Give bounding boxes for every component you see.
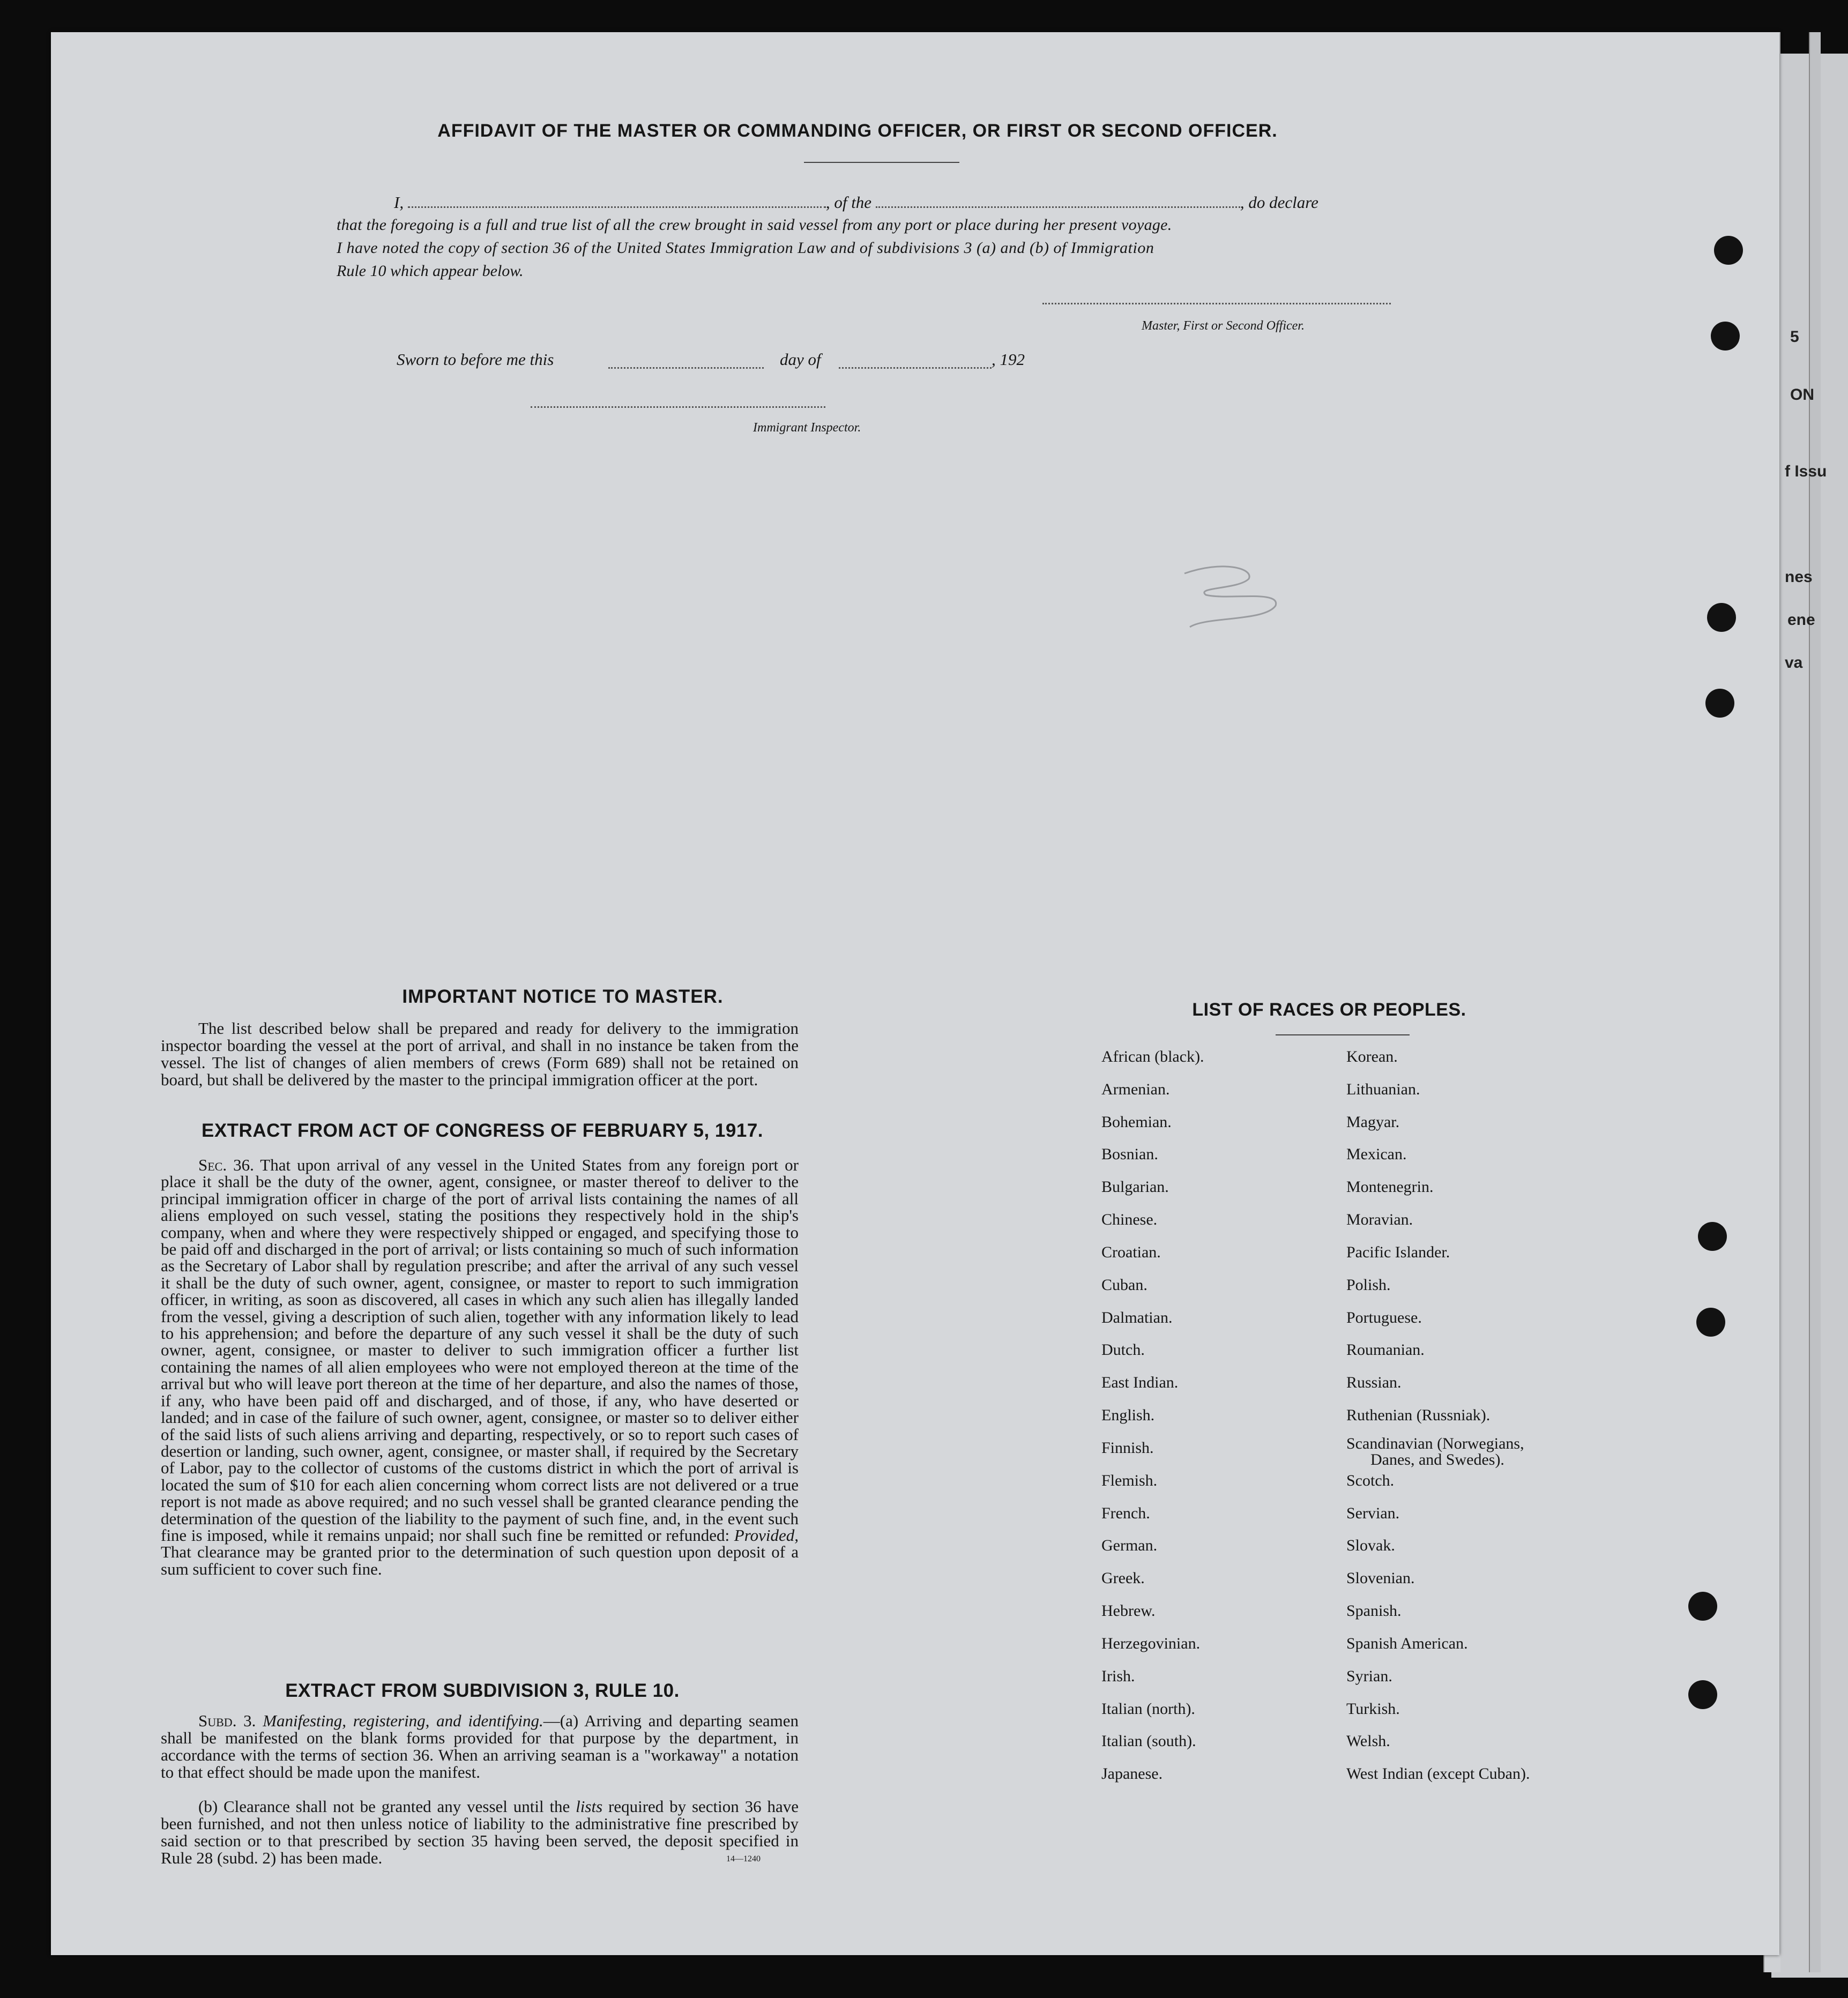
race-item: Armenian. bbox=[1101, 1080, 1170, 1098]
race-item: Spanish. bbox=[1346, 1602, 1402, 1620]
race-item: Moravian. bbox=[1346, 1211, 1413, 1228]
race-item: Portuguese. bbox=[1346, 1309, 1422, 1326]
race-item: Slovenian. bbox=[1346, 1569, 1415, 1587]
sec-label: Sec. 36. bbox=[198, 1155, 254, 1174]
punch-hole bbox=[1698, 1222, 1727, 1251]
edge-fragment: ON bbox=[1790, 386, 1814, 404]
race-item: Mexican. bbox=[1346, 1145, 1407, 1163]
year-label: , 192 bbox=[992, 350, 1025, 369]
subdivision-para-b bbox=[161, 1798, 799, 1867]
sworn-month-field[interactable] bbox=[839, 367, 992, 369]
vessel-field[interactable] bbox=[876, 206, 1240, 208]
act-title: EXTRACT FROM ACT OF CONGRESS OF FEBRUARY 5, 1917. bbox=[201, 1120, 764, 1141]
para-b-start: (b) Clearance shall not be granted any vessel until the bbox=[198, 1797, 570, 1816]
race-item: Dalmatian. bbox=[1101, 1309, 1173, 1326]
race-item: Russian. bbox=[1346, 1374, 1402, 1391]
race-item: Finnish. bbox=[1101, 1439, 1154, 1457]
edge-fragment: 5 bbox=[1790, 328, 1799, 346]
subd-para-a: —(a) Arriving and departing seamen shall be manifested on the blank forms provided for that purpose by the department, in accordance with the terms of section 36. When an arriving seaman is a "workaway" a notation to that effect should be made upon the manifest. bbox=[161, 1711, 799, 1781]
of-the-label: , of the bbox=[825, 193, 872, 212]
race-item: Bulgarian. bbox=[1101, 1178, 1169, 1196]
form-number: 14—1240 bbox=[726, 1854, 761, 1863]
title-rule bbox=[804, 162, 959, 163]
race-item: Irish. bbox=[1101, 1667, 1135, 1685]
race-item: Flemish. bbox=[1101, 1472, 1158, 1489]
day-of-label: day of bbox=[780, 350, 821, 369]
race-item: Montenegrin. bbox=[1346, 1178, 1434, 1196]
subdivision-para-a bbox=[161, 1712, 799, 1781]
race-item: Italian (south). bbox=[1101, 1732, 1196, 1750]
punch-hole bbox=[1707, 603, 1736, 632]
race-item: Ruthenian (Russniak). bbox=[1346, 1406, 1491, 1424]
punch-hole bbox=[1711, 322, 1740, 351]
punch-hole bbox=[1705, 689, 1734, 718]
sworn-label: Sworn to before me this bbox=[397, 350, 554, 369]
race-item: Chinese. bbox=[1101, 1211, 1158, 1228]
edge-fragment: nes bbox=[1785, 568, 1813, 586]
race-item: Welsh. bbox=[1346, 1732, 1390, 1750]
subdivision-title: EXTRACT FROM SUBDIVISION 3, RULE 10. bbox=[285, 1680, 680, 1701]
page-edge bbox=[1809, 32, 1821, 1972]
act-body: That upon arrival of any vessel in the United States from any foreign port or place it shall be the duty of the owner, agent, consignee, or master thereof to deliver to the principal immigration officer in charge of the port of arrival lists containing the names of all aliens employed on such vessel, stating the positions they respectively hold in the ship's company, when and where they were respectively shipped or engaged, and specifying those to be paid off and discharged in the port of arrival; or lists containing so much of such information as the Secretary of Labor shall by regulation prescribe; and after the arrival of any such vessel it shall be the duty of such owner, agent, consignee, or master to report to such immigration officer, in writing, as soon as discovered, all cases in which any such alien has illegally landed from the vessel, giving a description of such alien, together with any information likely to lead to his apprehension; and before the departure of any such vessel it shall be the duty of such owner, agent, consignee, or master to deliver to such immigration officer a further list containing the names of all alien employees who were not employed thereon at the time of the arrival but who will leave port thereon at the time of her departure, and also the names of those, if any, who have been paid off and discharged, and of those, if any, who have deserted or landed; and in case of the failure of such owner, agent, consignee, or master so to deliver either of the said lists of such aliens arriving and departing, respectively, or so to report such cases of desertion or landing, such owner, agent, consignee, or master shall, if required by the Secretary of Labor, pay to the collector of customs of the customs district in which the port of arrival is located the sum of $10 for each alien concerning whom correct lists are not delivered or a true report is not made as above required; and no such vessel shall be granted clearance pending the determination of the question of the liability to the payment of such fine, and, in the event such fine is imposed, while it remains unpaid; nor shall such fine be remitted or refunded: bbox=[161, 1155, 799, 1545]
race-item: Dutch. bbox=[1101, 1341, 1145, 1359]
race-item: Slovak. bbox=[1346, 1537, 1395, 1554]
race-item: Bohemian. bbox=[1101, 1113, 1172, 1131]
race-item: Pacific Islander. bbox=[1346, 1243, 1450, 1261]
race-item: Greek. bbox=[1101, 1569, 1145, 1587]
races-title: LIST OF RACES OR PEOPLES. bbox=[1192, 1000, 1466, 1020]
edge-fragment: va bbox=[1785, 654, 1803, 672]
race-item: Roumanian. bbox=[1346, 1341, 1425, 1359]
race-item: English. bbox=[1101, 1406, 1155, 1424]
affidavit-line-3: I have noted the copy of section 36 of the United States Immigration Law and of subdivisions 3 (a) and (b) of Immigration bbox=[337, 239, 1154, 257]
notice-text: The list described below shall be prepared and ready for delivery to the immigration inspector boarding the vessel at the port of arrival, and shall in no instance be taken from the vessel. The list of changes of alien members of crews (Form 689) shall not be retained on board, but shall be delivered by the master to the principal immigration officer at the port. bbox=[161, 1019, 799, 1089]
race-item: German. bbox=[1101, 1537, 1158, 1554]
race-item-continuation: Danes, and Swedes). bbox=[1370, 1451, 1504, 1468]
sworn-day-field[interactable] bbox=[608, 367, 764, 369]
act-text bbox=[161, 1157, 799, 1577]
notice-title: IMPORTANT NOTICE TO MASTER. bbox=[402, 986, 724, 1007]
race-item: Lithuanian. bbox=[1346, 1080, 1420, 1098]
race-item: East Indian. bbox=[1101, 1374, 1179, 1391]
para-b-lists: lists bbox=[576, 1797, 603, 1816]
race-item: Japanese. bbox=[1101, 1765, 1163, 1783]
race-item: French. bbox=[1101, 1504, 1150, 1522]
declare-label: , do declare bbox=[1240, 193, 1318, 212]
master-signature-line[interactable] bbox=[1042, 303, 1391, 304]
race-item: Bosnian. bbox=[1101, 1145, 1158, 1163]
edge-fragment: f Issu bbox=[1785, 463, 1827, 480]
master-signature-label: Master, First or Second Officer. bbox=[1142, 319, 1305, 333]
races-title-rule bbox=[1276, 1034, 1410, 1035]
race-item: Polish. bbox=[1346, 1276, 1391, 1294]
affidavit-title: AFFIDAVIT OF THE MASTER OR COMMANDING OFFICER, OR FIRST OR SECOND OFFICER. bbox=[437, 121, 1278, 141]
punch-hole bbox=[1688, 1680, 1717, 1709]
name-field[interactable] bbox=[408, 206, 826, 208]
edge-fragment: ene bbox=[1787, 611, 1815, 629]
race-item: Servian. bbox=[1346, 1504, 1400, 1522]
i-label: I, bbox=[394, 193, 404, 212]
race-item: West Indian (except Cuban). bbox=[1346, 1765, 1530, 1783]
race-item: African (black). bbox=[1101, 1048, 1204, 1065]
affidavit-line-2: that the foregoing is a full and true list of all the crew brought in said vessel from any port or place during her present voyage. bbox=[337, 216, 1172, 234]
para-b-end: required by section 36 have been furnished, and not then unless notice of liability to the administrative fine prescribed by said section or to that prescribed by section 35 having been served, the deposit specified in Rule 28 (subd. 2) has been made. bbox=[161, 1797, 799, 1867]
race-item: Scotch. bbox=[1346, 1472, 1395, 1489]
subd-label: Subd. 3. bbox=[198, 1711, 256, 1730]
race-item: Spanish American. bbox=[1346, 1635, 1468, 1652]
pencil-scribble bbox=[1174, 557, 1297, 638]
race-item: Cuban. bbox=[1101, 1276, 1147, 1294]
punch-hole bbox=[1688, 1592, 1717, 1621]
race-item: Magyar. bbox=[1346, 1113, 1400, 1131]
affidavit-line-4: Rule 10 which appear below. bbox=[337, 262, 524, 280]
affidavit-line-1 bbox=[394, 193, 1391, 212]
race-item: Hebrew. bbox=[1101, 1602, 1156, 1620]
provided-label: Provided, bbox=[734, 1525, 799, 1545]
race-item: Italian (north). bbox=[1101, 1700, 1195, 1718]
race-item: Korean. bbox=[1346, 1048, 1398, 1065]
act-body-end: That clearance may be granted prior to the determination of such question upon deposit of a sum sufficient to cover such fine. bbox=[161, 1542, 799, 1578]
inspector-signature-label: Immigrant Inspector. bbox=[753, 421, 861, 435]
race-item: Turkish. bbox=[1346, 1700, 1400, 1718]
inspector-signature-line[interactable] bbox=[531, 406, 825, 408]
race-item: Scandinavian (Norwegians, bbox=[1346, 1435, 1524, 1452]
race-item: Croatian. bbox=[1101, 1243, 1161, 1261]
punch-hole bbox=[1714, 236, 1743, 265]
subd-heading: Manifesting, registering, and identifying. bbox=[263, 1711, 543, 1730]
race-item: Syrian. bbox=[1346, 1667, 1392, 1685]
race-item: Herzegovinian. bbox=[1101, 1635, 1201, 1652]
punch-hole bbox=[1696, 1308, 1725, 1337]
